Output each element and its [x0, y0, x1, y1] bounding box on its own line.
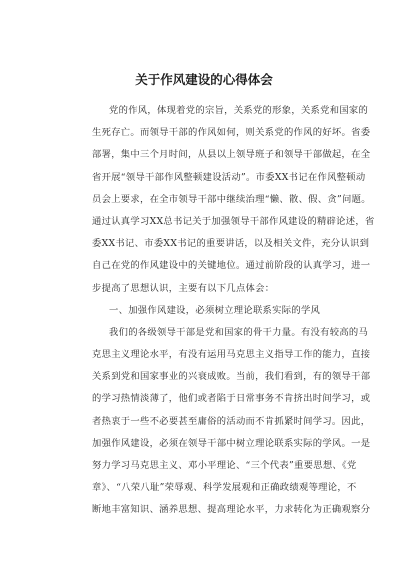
paragraph-line: 通过认真学习XX总书记关于加强领导干部作风建设的精辟论述，省 — [92, 215, 375, 227]
document-title: 关于作风建设的心得体会 — [135, 72, 273, 87]
paragraph-line: 关系到党和国家事业的兴衰成败。当前，我们看到，有的领导干部 — [92, 371, 371, 383]
paragraph-line: 生死存亡。而领导干部的作风如何，则关系党的作风的好坏。省委 — [92, 127, 371, 139]
paragraph-line: 者热衷于一些不必要甚至庸俗的活动而不肯抓紧时间学习。因此， — [92, 415, 371, 427]
paragraph-line: 自己在党的作风建设中的关键地位。通过前阶段的认真学习，进一 — [92, 260, 371, 272]
paragraph-line: 的学习热情淡薄了，他们或者陷于日常事务不肯挤出时间学习，或 — [92, 393, 371, 405]
paragraph-line: 克思主义理论水平，有没有运用马克思主义指导工作的能力，直接 — [92, 349, 371, 361]
paragraph-line: 断地丰富知识、涵养思想、提高理论水平，力求转化为正确观察分 — [92, 504, 371, 516]
paragraph-line: 步提高了思想认识，主要有以下几点体会： — [92, 282, 275, 294]
paragraph-line: 部署，集中三个月时间，从县以上领导班子和领导干部做起，在全 — [92, 149, 371, 161]
section-heading: 一、加强作风建设，必须树立理论联系实际的学风 — [109, 304, 321, 316]
paragraph-line: 党的作风，体现着党的宗旨，关系党的形象，关系党和国家的 — [109, 105, 369, 116]
paragraph-line: 章》、“八荣八耻”荣辱观、科学发展观和正确政绩观等理论，不 — [92, 482, 357, 494]
document-body — [92, 100, 375, 522]
paragraph-line: 省开展“领导干部作风整顿建设活动”。市委XX书记在作风整顿动 — [92, 171, 366, 183]
paragraph-line: 努力学习马克思主义、邓小平理论、“三个代表”重要思想、《党 — [92, 460, 357, 471]
paragraph-line: 加强作风建设，必须在领导干部中树立理论联系实际的学风。一是 — [92, 437, 371, 449]
paragraph-line: 员会上要求，在全市领导干部中继续治理“懒、散、假、贪”问题。 — [92, 193, 371, 205]
paragraph-line: 委XX书记、市委XX书记的重要讲话，以及相关文件，充分认识到 — [92, 238, 370, 250]
paragraph-line: 我们的各级领导干部是党和国家的骨干力量。有没有较高的马 — [109, 326, 369, 338]
